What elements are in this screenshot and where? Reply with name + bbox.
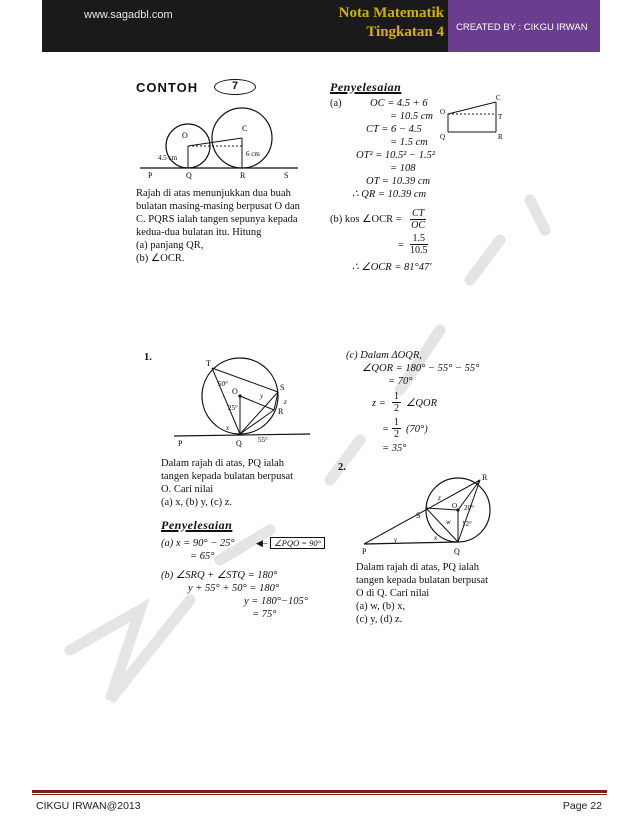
footer-author: CIKGU IRWAN@2013 — [36, 800, 141, 812]
part-a-label: (a) — [330, 98, 342, 109]
fraction-values — [410, 233, 428, 256]
solution-line: y + 55° + 50° = 180° — [188, 583, 280, 594]
numerator: 1 — [394, 391, 399, 402]
solution-line: = 10.5 cm — [390, 111, 433, 122]
denominator: 10.5 — [410, 245, 428, 256]
angle-25: 25° — [228, 404, 238, 412]
question-line: C. PQRS ialah tangen sepunya kepada — [136, 214, 298, 225]
question-line: O. Cari nilai — [161, 484, 214, 495]
solution-line: ∴ QR = 10.39 cm — [352, 189, 427, 200]
label-x: x — [226, 424, 230, 432]
label-r: R — [498, 133, 503, 140]
solution-line: = 108 — [390, 163, 416, 174]
question-line: Dalam rajah di atas, PQ ialah — [356, 562, 480, 573]
credit-box: CREATED BY : CIKGU IRWAN — [448, 0, 600, 52]
label-z: z — [284, 398, 287, 406]
question-line: (a) x, (b) y, (c) z. — [161, 497, 233, 508]
footer-divider-thin — [32, 794, 607, 795]
label-radius1: 4.5 cm — [158, 154, 178, 162]
label-r: R — [240, 171, 246, 180]
label-o: O — [182, 131, 188, 140]
solution-line: OT = 10.39 cm — [366, 176, 431, 187]
solution-heading: Penyelesaian — [330, 80, 402, 94]
question-line: (a) w, (b) x, — [356, 601, 406, 612]
part-b-label: (b) kos ∠OCR = — [330, 214, 402, 225]
question-1-number: 1. — [144, 352, 152, 363]
solution-heading: Penyelesaian — [161, 518, 233, 532]
label-y: y — [260, 392, 264, 400]
label-o: O — [440, 108, 446, 116]
example-label: CONTOH — [136, 80, 199, 95]
question-line: kedua-dua bulatan itu. Hitung — [136, 227, 262, 238]
label-c: C — [242, 124, 248, 133]
solution-line: y = 180°−105° — [244, 596, 308, 607]
solution-line: ∠QOR = 180° − 55° − 55° — [362, 363, 480, 374]
label-o: O — [232, 387, 238, 396]
label-y: y — [394, 536, 398, 544]
solution-line: = — [382, 424, 390, 435]
example-number: 7 — [214, 79, 256, 95]
note-box: ◀– ∠PQO = 90° — [256, 537, 325, 551]
numerator: 1.5 — [410, 233, 428, 245]
fraction-half — [392, 417, 401, 440]
question-line: bulatan masing-masing berpusat O dan — [136, 201, 300, 212]
fraction-ct-oc — [410, 208, 426, 231]
solution-line: OC = 4.5 + 6 — [370, 98, 428, 109]
label-radius2: 6 cm — [246, 150, 260, 158]
page-number: Page 22 — [562, 800, 602, 812]
label-p: P — [362, 547, 367, 556]
site-url: www.sagadbl.com — [84, 9, 173, 21]
label-s: S — [280, 383, 285, 392]
angle-55: 55° — [258, 436, 268, 444]
question-line: (b) ∠OCR. — [136, 253, 185, 264]
label-w: w — [446, 518, 451, 526]
solution-line: = 65° — [190, 551, 215, 562]
header-title-line2: Tingkatan 4 — [366, 24, 444, 40]
solution-line: z = — [372, 398, 386, 409]
question-line: Rajah di atas menunjukkan dua buah — [136, 188, 291, 199]
angle-note: ∠PQO = 90° — [270, 537, 325, 549]
label-s: S — [284, 171, 289, 180]
solution-line: = 75° — [252, 609, 277, 620]
example7-diagram — [136, 98, 306, 184]
label-r: R — [278, 407, 284, 416]
solution-line: (b) ∠SRQ + ∠STQ = 180° — [161, 570, 278, 581]
header-title-line1: Nota Matematik — [338, 5, 444, 21]
label-p: P — [148, 171, 153, 180]
solution-line: ∠QOR — [406, 398, 437, 409]
label-t: T — [498, 113, 503, 121]
question-line: Dalam rajah di atas, PQ ialah — [161, 458, 285, 469]
question-line: tangen kepada bulatan berpusat — [161, 471, 294, 482]
label-z: z — [438, 494, 441, 502]
label-t: T — [206, 359, 211, 368]
label-r: R — [482, 473, 488, 482]
denominator: OC — [411, 220, 426, 231]
angle-12: 12° — [462, 520, 472, 528]
label-o: O — [452, 502, 458, 510]
label-q: Q — [454, 547, 460, 556]
label-p: P — [178, 439, 183, 448]
result-line: ∴ ∠OCR = 81°47′ — [352, 262, 432, 273]
label-c: C — [496, 94, 501, 102]
question2-diagram — [360, 470, 510, 558]
angle-20: 20° — [464, 504, 474, 512]
label-s: S — [416, 511, 421, 520]
solution-line: CT = 6 − 4.5 — [366, 124, 422, 135]
solution-line: = 35° — [382, 443, 407, 454]
denominator: 2 — [394, 403, 399, 414]
solution-line: (c) Dalam ΔOQR, — [346, 350, 422, 361]
solution-line: (70°) — [406, 424, 428, 435]
question-line: O di Q. Cari nilai — [356, 588, 430, 599]
angle-50: 50° — [218, 380, 228, 388]
solution-line: = 1.5 cm — [390, 137, 428, 148]
question-line: (a) panjang QR, — [136, 240, 204, 251]
numerator: 1 — [394, 417, 399, 428]
label-x: x — [434, 534, 438, 542]
solution-line: OT² = 10.5² − 1.5² — [356, 150, 436, 161]
label-q: Q — [236, 439, 242, 448]
question-line: tangen kepada bulatan berpusat — [356, 575, 489, 586]
solution-line: = 70° — [388, 376, 413, 387]
solution-line: (a) x = 90° − 25° — [161, 538, 235, 549]
example7-solution-diagram — [440, 92, 510, 140]
label-q: Q — [186, 171, 192, 180]
question-line: (c) y, (d) z. — [356, 614, 403, 625]
footer-divider — [32, 790, 607, 793]
denominator: 2 — [394, 429, 399, 440]
question1-diagram — [170, 352, 320, 448]
equals-sign: = — [398, 240, 404, 251]
fraction-half — [392, 391, 401, 414]
numerator: CT — [412, 208, 425, 219]
question-2-number: 2. — [338, 462, 346, 473]
label-q: Q — [440, 133, 446, 140]
